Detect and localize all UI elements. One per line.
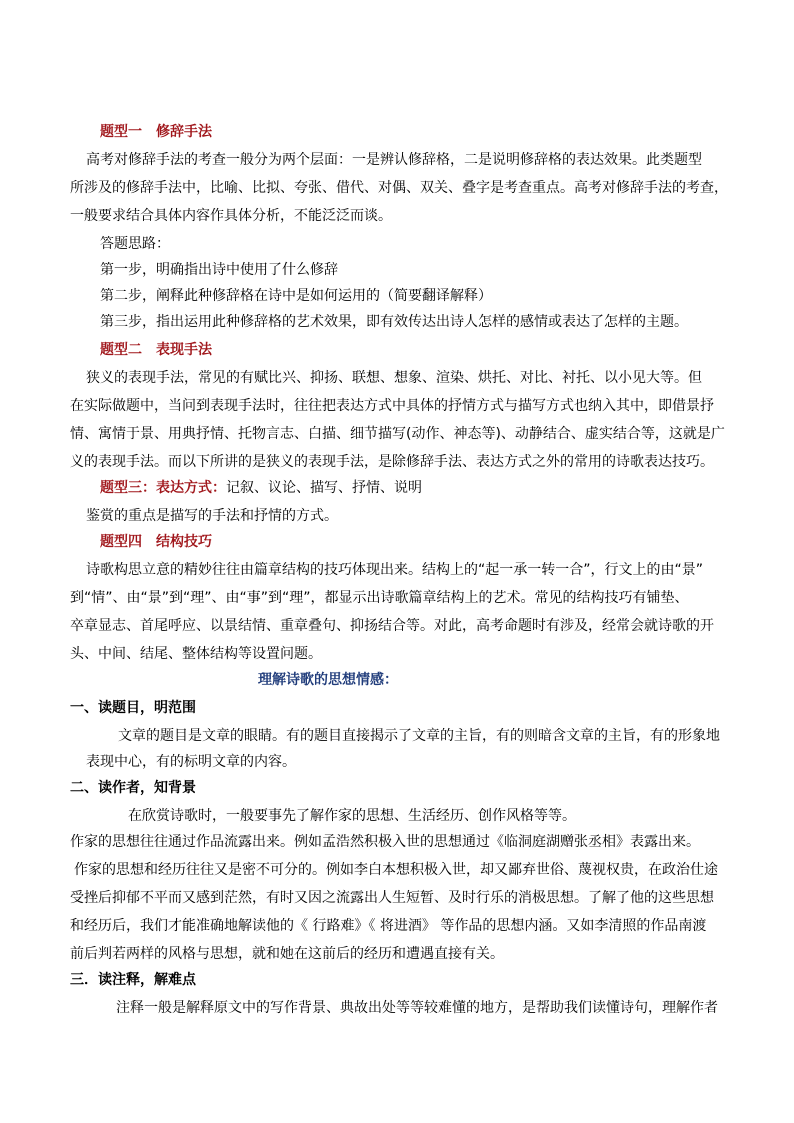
- line-text: 情、寓情于景、用典抒情、托物言志、白描、细节描写(动作、神态等)、动静结合、虚实结合等，这就是广: [70, 426, 725, 442]
- paragraph-line: [70, 452, 714, 472]
- paragraph-line: [128, 806, 576, 826]
- line-text: 三．读注释，解难点: [70, 972, 196, 988]
- line-text: 第一步，明确指出诗中使用了什么修辞: [100, 262, 338, 278]
- line-text: 题型二 表现手法: [100, 342, 212, 358]
- line-text: 第三步，指出运用此种修辞格的艺术效果，即有效传达出诗人怎样的感情或表达了怎样的主题。: [100, 314, 688, 330]
- paragraph-line: [86, 150, 702, 170]
- section-heading: [100, 532, 212, 552]
- paragraph-line: [70, 178, 728, 198]
- paragraph-line: [86, 560, 703, 580]
- paragraph-line: [70, 396, 714, 416]
- paragraph-line: [70, 206, 392, 226]
- line-text: 诗歌构思立意的精妙往往由篇章结构的技巧体现出来。结构上的“起一承一转一合”，行文上的由“景”: [86, 562, 704, 578]
- paragraph-line: [70, 588, 689, 608]
- section-heading: [100, 340, 212, 360]
- document-subtitle: [258, 670, 398, 690]
- paragraph-line: [100, 234, 170, 254]
- subsection-heading: [70, 970, 196, 990]
- line-text: 鉴赏的重点是描写的手法和抒情的方式。: [86, 508, 338, 524]
- line-text: 注释一般是解释原文中的写作背景、典故出处等等较难懂的地方，是帮助我们读懂诗句，理解作者: [116, 1000, 718, 1016]
- paragraph-line: [100, 286, 492, 306]
- paragraph-line: [100, 260, 338, 280]
- line-text: 义的表现手法。而以下所讲的是狭义的表现手法，是除修辞手法、表达方式之外的常用的诗歌表达技巧。: [70, 454, 714, 470]
- line-text: 文章的题目是文章的眼睛。有的题目直接揭示了文章的主旨，有的则暗含文章的主旨，有的形象地: [118, 728, 720, 744]
- line-text: 表现中心，有的标明文章的内容。: [86, 754, 296, 770]
- line-text: 答题思路：: [100, 236, 170, 252]
- line-text: 二、读作者，知背景: [70, 780, 196, 796]
- paragraph-line: [70, 644, 322, 664]
- line-text: 一、读题目，明范围: [70, 700, 196, 716]
- line-text: 题型一 修辞手法: [100, 124, 212, 140]
- paragraph-line: [70, 944, 504, 964]
- line-text: 狭义的表现手法，常见的有赋比兴、抑扬、联想、想象、渲染、烘托、对比、衬托、以小见大等。但: [86, 370, 702, 386]
- paragraph-line: [86, 368, 702, 388]
- line-text: 理解诗歌的思想情感：: [258, 672, 398, 688]
- paragraph-line: [116, 998, 718, 1018]
- paragraph-line: [74, 860, 718, 880]
- line-text: 作家的思想往往通过作品流露出来。例如孟浩然积极入世的思想通过《临洞庭湖赠张丞相》表露出来。: [70, 834, 700, 850]
- line-text: 头、中间、结尾、整体结构等设置问题。: [70, 646, 322, 662]
- line-text: 题型四 结构技巧: [100, 534, 212, 550]
- paragraph-line: [86, 752, 296, 772]
- line-text: 在欣赏诗歌时，一般要事先了解作家的思想、生活经历、创作风格等等。: [128, 808, 576, 824]
- line-text: 高考对修辞手法的考查一般分为两个层面：一是辨认修辞格，二是说明修辞格的表达效果。此类题型: [86, 152, 702, 168]
- line-suffix: 记叙、议论、描写、抒情、说明: [226, 480, 422, 496]
- paragraph-line: [70, 832, 700, 852]
- line-text: 和经历后，我们才能准确地解读他的《 行路难》《 将进酒》 等作品的思想内涵。又如李清照的作品南渡: [70, 918, 707, 934]
- paragraph-line: [86, 506, 338, 526]
- line-text: 所涉及的修辞手法中，比喻、比拟、夸张、借代、对偶、双关、叠字是考查重点。高考对修辞手法的考查，: [70, 180, 728, 196]
- paragraph-line: [100, 312, 688, 332]
- line-text: 卒章显志、首尾呼应、以景结情、重章叠句、抑扬结合等。对此，高考命题时有涉及，经常会就诗歌的开: [70, 618, 714, 634]
- line-text: 作家的思想和经历往往又是密不可分的。例如李白本想积极入世，却又鄙弃世俗、蔑视权贵，在政治仕途: [74, 862, 718, 878]
- line-text: 第二步，阐释此种修辞格在诗中是如何运用的（简要翻译解释）: [100, 288, 492, 304]
- line-text: 在实际做题中，当问到表现手法时，往往把表达方式中具体的抒情方式与描写方式也纳入其中，即借景抒: [70, 398, 714, 414]
- section-heading: [100, 122, 212, 142]
- line-text: 受挫后抑郁不平而又感到茫然，有时又因之流露出人生短暂、及时行乐的消极思想。了解了他的这些思想: [70, 890, 714, 906]
- line-text: 题型三：表达方式：: [100, 480, 226, 496]
- paragraph-line: [118, 726, 720, 746]
- section-heading: [100, 478, 422, 498]
- subsection-heading: [70, 698, 196, 718]
- line-text: 到“情”、由“景”到“理”、由“事”到“理”，都显示出诗歌篇章结构上的艺术。常见的结构技巧有铺垫、: [70, 590, 689, 606]
- paragraph-line: [70, 888, 714, 908]
- line-text: 一般要求结合具体内容作具体分析，不能泛泛而谈。: [70, 208, 392, 224]
- subsection-heading: [70, 778, 196, 798]
- paragraph-line: [70, 424, 725, 444]
- paragraph-line: [70, 916, 706, 936]
- line-text: 前后判若两样的风格与思想，就和她在这前后的经历和遭遇直接有关。: [70, 946, 504, 962]
- paragraph-line: [70, 616, 714, 636]
